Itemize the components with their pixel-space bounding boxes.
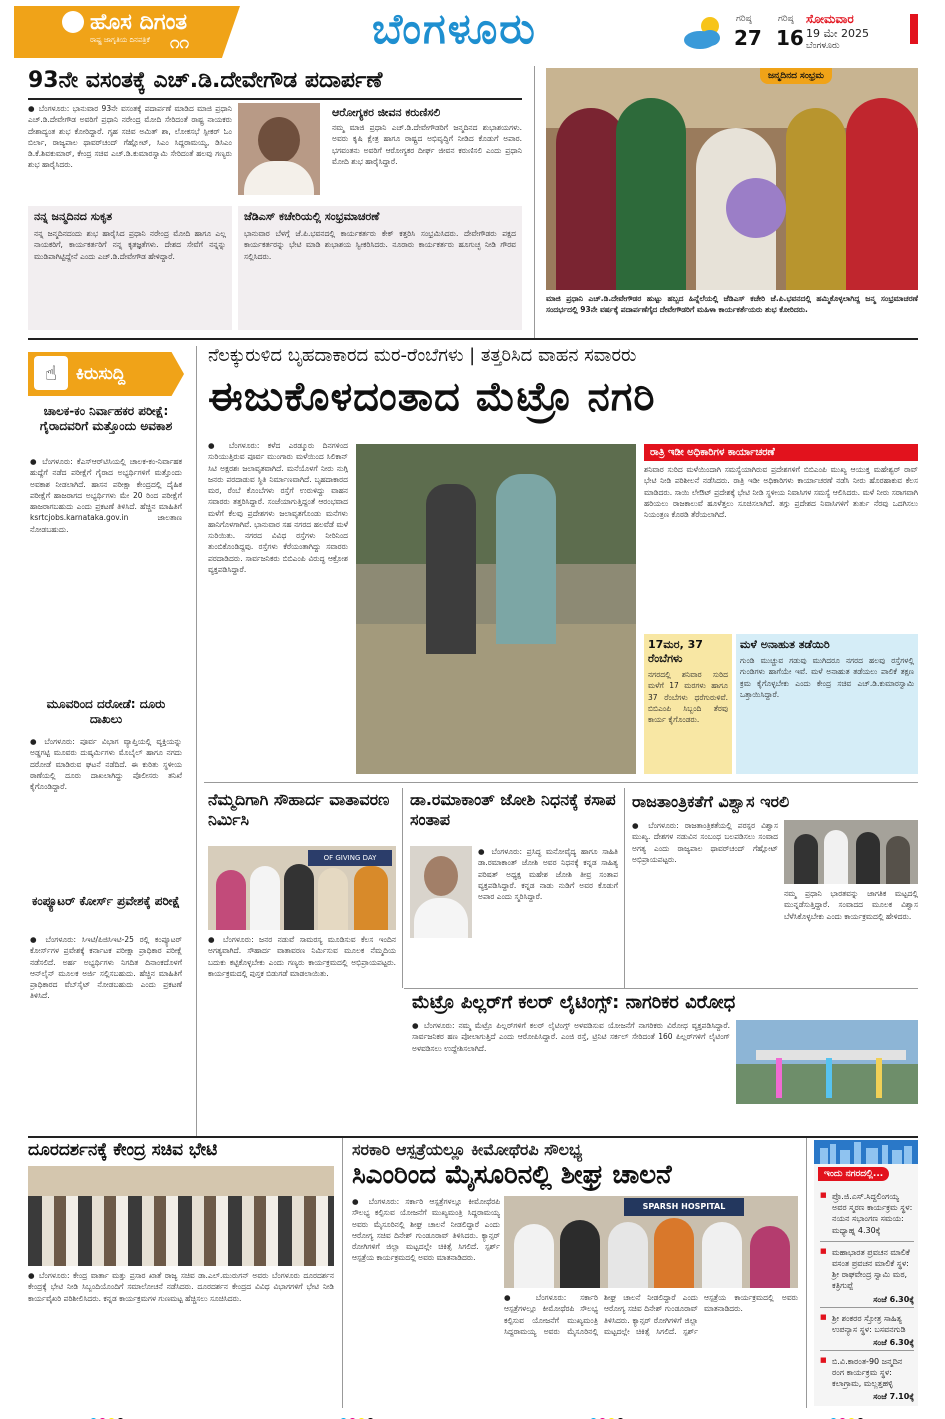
list-item: [820, 1188, 914, 1239]
sub2-title: ನನ್ನ ಜನ್ಮದಿನದ ಸುಕೃತ: [34, 210, 113, 223]
rain-alert-box: [736, 634, 918, 774]
partly-cloudy-icon: [680, 12, 728, 52]
brief-3-text: ● ಬೆಂಗಳೂರು: ಸಿಇಟಿ/ಪಿಜಿಸಿಇಟಿ-25 ರಲ್ಲಿ ಕಂಪ್ಯೂಟರ್ ಕೋರ್ಸ್‌ಗಳ ಪ್ರವೇಶಕ್ಕೆ ಕರ್ನಾಟಕ ಪರೀಕ್ಷಾ ಪ್ರಾಧಿಕಾರ ಪರೀಕ್ಷೆ ನಡೆಸಲಿದೆ. ಅರ್ಹ ಅಭ್ಯರ್ಥಿಗಳು ನಿಗದಿತ ದಿನಾಂಕದೊಳಗೆ ಆನ್‌ಲೈನ್ ಮೂಲಕ ಅರ್ಜಿ ಸಲ್ಲಿಸಬಹುದು. ಹೆಚ್ಚಿನ ಮಾಹಿತಿಗೆ ಪ್ರಾಧಿಕಾರದ ವೆಬ್‌ಸೈಟ್ ನೋಡಬಹುದು ಎಂದು ಪ್ರಕಟಣೆ ತಿಳಿಸಿದೆ.: [30, 935, 182, 1001]
hospital-event-photo: [504, 1196, 798, 1288]
date: 19 ಮೇ 2025: [806, 27, 870, 40]
rain-alert-text: ಗುಂಡಿ ಮುಚ್ಚುವ ಗಡುವು ಮುಗಿದರೂ ನಗರದ ಹಲವು ರಸ್ತೆಗಳಲ್ಲಿ ಗುಂಡಿಗಳು ಹಾಗೆಯೇ ಇವೆ. ಮಳೆ ಅನಾಹುತ ತಡೆಯಲು ಪಾಲಿಕೆ ತಕ್ಷಣ ಕ್ರಮ ಕೈಗೊಳ್ಳಬೇಕು ಎಂದು ಕೇಂದ್ರ ಸಚಿವ ಎಚ್.ಡಿ.ಕುಮಾರಸ್ವಾಮಿ ಒತ್ತಾಯಿಸಿದ್ದಾರೆ.: [740, 656, 914, 699]
sub3-text: ಭಾನುವಾರ ಬೆಳಗ್ಗೆ ಜೆ.ಪಿ.ಭವನದಲ್ಲಿ ಕಾರ್ಯಕರ್ತರು ಕೇಕ್ ಕತ್ತರಿಸಿ ಸಂಭ್ರಮಿಸಿದರು. ದೇವೇಗೌಡರು ಪಕ್ಷದ ಕಾರ್ಯಕರ್ತರನ್ನು ಭೇಟಿ ಮಾಡಿ ಶುಭಾಶಯ ಸ್ವೀಕರಿಸಿದರು. ನೂರಾರು ಕಾರ್ಯಕರ್ತರು ಹೂಗುಚ್ಛ ನೀಡಿ ಗೌರವ ಸಲ್ಲಿಸಿದರು.: [244, 229, 516, 261]
print-registration-marks: [0, 1408, 945, 1419]
rajatantra-text-2: ನಮ್ಮ ಪ್ರಧಾನಿ ಭಾರತವನ್ನು ಜಾಗತಿಕ ಮಟ್ಟದಲ್ಲಿ ಮುನ್ನಡೆಸುತ್ತಿದ್ದಾರೆ. ಸಂವಾದದ ಮೂಲಕ ವಿಶ್ವಾಸ ಬೆಳೆಸಿಕೊಳ್ಳಬೇಕು ಎಂದು ಕಾರ್ಯಕ್ರಮದಲ್ಲಿ ಹೇಳಿದರು.: [784, 889, 918, 921]
doordarshan-text: ● ಬೆಂಗಳೂರು: ಕೇಂದ್ರ ವಾರ್ತಾ ಮತ್ತು ಪ್ರಸಾರ ಖಾತೆ ರಾಜ್ಯ ಸಚಿವ ಡಾ.ಎಲ್.ಮುರುಗನ್ ಅವರು ಬೆಂಗಳೂರು ದೂರದರ್ಶನ ಕೇಂದ್ರಕ್ಕೆ ಭೇಟಿ ನೀಡಿ ಸಿಬ್ಬಂದಿಯೊಂದಿಗೆ ಸಮಾಲೋಚನೆ ನಡೆಸಿದರು. ದೂರದರ್ಶನ ಕೇಂದ್ರದ ವಿವಿಧ ವಿಭಾಗಗಳಿಗೆ ಭೇಟಿ ನೀಡಿ ಕಾರ್ಯವೈಖರಿ ಪರಿಶೀಲಿಸಿದರು. ಕನ್ನಡ ಕಾರ್ಯಕ್ರಮಗಳ ಗುಣಮಟ್ಟ ಹೆಚ್ಚಿಸಲು ಸೂಚಿಸಿದರು.: [28, 1271, 334, 1303]
dateline-city: ಬೆಂಗಳೂರು: [806, 41, 840, 51]
hospital-sign: SPARSH HOSPITAL: [624, 1198, 744, 1216]
souharda-headline: ನೆಮ್ಮದಿಗಾಗಿ ಸೌಹಾರ್ದ ವಾತಾವರಣ ನಿರ್ಮಿಸಿ: [208, 790, 390, 829]
brief-1-text: ● ಬೆಂಗಳೂರು: ಕೆಎಸ್ಆರ್‌ಟಿಸಿಯಲ್ಲಿ ಚಾಲಕ-ಕಂ-ನಿರ್ವಾಹಕ ಹುದ್ದೆಗೆ ನಡೆದ ಪರೀಕ್ಷೆಗೆ ಗೈರಾದ ಅಭ್ಯರ್ಥಿಗಳಿಗೆ ಮತ್ತೊಂದು ಅವಕಾಶ ನೀಡಲಾಗಿದೆ. ಹಾಸನ ಪರೀಕ್ಷಾ ಕೇಂದ್ರದಲ್ಲಿ ದೈಹಿಕ ಪರೀಕ್ಷೆಗೆ ಹಾಜರಾಗದ ಅಭ್ಯರ್ಥಿಗಳು ಮೇ 20 ರಿಂದ ಪರೀಕ್ಷೆಗೆ ಹಾಜರಾಗಬಹುದು ಎಂದು ಪ್ರಕಟಣೆ ತಿಳಿಸಿದೆ. ಹೆಚ್ಚಿನ ಮಾಹಿತಿಗೆ ksrtcjobs.karnataka.gov.in ಜಾಲತಾಣ ನೋಡಬಹುದು.: [30, 457, 182, 534]
divider: [404, 988, 918, 989]
color-dots: [90, 1410, 126, 1419]
accent-bar: [910, 14, 918, 44]
column-divider: [624, 788, 625, 988]
metro-headline: ಈಜುಕೊಳದಂತಾದ ಮೆಟ್ರೊ ನಗರಿ: [208, 374, 656, 420]
min-temp: 16: [776, 26, 804, 50]
book-release-photo: [208, 846, 396, 930]
tree-count-box: [644, 634, 732, 774]
joshi-headline: ಡಾ.ರಮಾಕಾಂತ್ ಜೋಶಿ ನಿಧನಕ್ಕೆ ಕಸಾಪ ಸಂತಾಪ: [410, 790, 616, 829]
chemo-text-cont: ● ಬೆಂಗಳೂರು: ಸರ್ಕಾರಿ ಆಸ್ಪತ್ರೆಗಳಲ್ಲೂ ಕೀಮೋಥೆರಪಿ ಸೌಲಭ್ಯ ಕಲ್ಪಿಸುವ ಯೋಜನೆಗೆ ಮುಖ್ಯಮಂತ್ರಿ ಸಿದ್ದರಾಮಯ್ಯ ಅವರು ಮೈಸೂರಿನಲ್ಲಿ ಶೀಘ್ರ ಚಾಲನೆ ನೀಡಲಿದ್ದಾರೆ ಎಂದು ಆರೋಗ್ಯ ಸಚಿವ ದಿನೇಶ್ ಗುಂಡೂರಾವ್ ತಿಳಿಸಿದರು. ಕ್ಯಾನ್ಸರ್ ರೋಗಿಗಳಿಗೆ ಜಿಲ್ಲಾ ಮಟ್ಟದಲ್ಲೇ ಚಿಕಿತ್ಸೆ ಸಿಗಲಿದೆ. ಸ್ಪರ್ಶ್ ಆಸ್ಪತ್ರೆಯ ಕಾರ್ಯಕ್ರಮದಲ್ಲಿ ಅವರು ಮಾತನಾಡಿದರು.: [504, 1293, 798, 1336]
event-time: ಸಂಜೆ 6.30ಕ್ಕೆ: [873, 1294, 914, 1304]
divider: [28, 1136, 918, 1138]
kirusuddi-label: ಕಿರುಸುದ್ದಿ: [76, 364, 126, 384]
event-banner: OF GIVING DAY: [308, 850, 392, 866]
sub2-text: ನನ್ನ ಜನ್ಮದಿನದಂದು ಶುಭ ಹಾರೈಸಿದ ಪ್ರಧಾನಿ ನರೇಂದ್ರ ಮೋದಿ ಹಾಗೂ ಎಲ್ಲ ನಾಯಕರಿಗೆ, ಕಾರ್ಯಕರ್ತರಿಗೆ ನನ್ನ ಕೃತಜ್ಞತೆಗಳು. ದೇಶದ ಸೇವೆಗೆ ನನ್ನನ್ನು ಮುಡಿಪಾಗಿಟ್ಟಿದ್ದೇನೆ ಎಂದು ಎಚ್.ಡಿ.ದೇವೇಗೌಡ ಹೇಳಿದ್ದಾರೆ.: [34, 229, 226, 261]
event-time: ಸಂಜೆ 7.10ಕ್ಕೆ: [873, 1392, 914, 1402]
sub3-box: [238, 206, 522, 330]
pillar-text: ● ಬೆಂಗಳೂರು: ನಮ್ಮ ಮೆಟ್ರೊ ಪಿಲ್ಲರ್‌ಗಳಿಗೆ ಕಲರ್ ಲೈಟಿಂಗ್ಸ್ ಅಳವಡಿಸುವ ಯೋಜನೆಗೆ ನಾಗರಿಕರು ವಿರೋಧ ವ್ಯಕ್ತಪಡಿಸಿದ್ದಾರೆ. ಸಾರ್ವಜನಿಕರ ಹಣ ಪೋಲಾಗುತ್ತಿದೆ ಎಂದು ಆರೋಪಿಸಿದ್ದಾರೆ. ಎಂಜಿ ರಸ್ತೆ, ಟ್ರಿನಿಟಿ ಸರ್ಕಲ್ ಸೇರಿದಂತೆ 160 ಪಿಲ್ಲರ್‌ಗಳಿಗೆ ಲೈಟಿಂಗ್ ಅಳವಡಿಸಲು ಉದ್ದೇಶಿಸಲಾಗಿದೆ.: [412, 1021, 730, 1053]
rain-alert-title: ಮಳೆ ಅನಾಹುತ ತಡೆಯಿರಿ: [740, 638, 830, 651]
chemo-kicker: ಸರಕಾರಿ ಆಸ್ಪತ್ರೆಯಲ್ಲೂ ಕೀಮೋಥೆರಪಿ ಸೌಲಭ್ಯ: [352, 1140, 583, 1159]
tree-count-title: 17ಮರ, 37 ರೆಂಬೆಗಳು: [648, 638, 703, 665]
column-divider: [196, 346, 197, 1136]
color-dots: [830, 1410, 866, 1419]
max-temp-label: ಗರಿಷ್ಠ: [736, 14, 752, 24]
sub2-box: [28, 206, 232, 330]
logo-emblem-icon: [62, 11, 84, 33]
sub1-title: ಆರೋಗ್ಯಕರ ಜೀವನ ಕರುಣಿಸಲಿ: [332, 106, 441, 119]
chemo-headline: ಸಿಎಂರಿಂದ ಮೈಸೂರಿನಲ್ಲಿ ಶೀಘ್ರ ಚಾಲನೆ: [352, 1160, 672, 1190]
column-divider: [402, 788, 403, 988]
joshi-photo: [410, 846, 472, 938]
flooded-street-photo: [356, 444, 636, 774]
photo-caption: ಮಾಜಿ ಪ್ರಧಾನಿ ಎಚ್.ಡಿ.ದೇವೇಗೌಡರ ಹುಟ್ಟು ಹಬ್ಬದ ಹಿನ್ನೆಲೆಯಲ್ಲಿ ಜೆಡಿಎಸ್ ಕಚೇರಿ ಜೆ.ಪಿ.ಭವನದಲ್ಲಿ ಹಮ್ಮಿಕೊಳ್ಳಲಾಗಿದ್ದ ಜನ್ಮ ಸಂಭ್ರಮಾಚರಣೆ ಸಂದರ್ಭದಲ್ಲಿ 93ನೇ ವರ್ಷಕ್ಕೆ ಪದಾರ್ಪಣೆಗೈದ ದೇವೇಗೌಡರಿಗೆ ಮಹಿಳಾ ಕಾರ್ಯಕರ್ತೆಯರು ಶುಭ ಕೋರಿದರು.: [546, 294, 918, 315]
story-93-headline: 93ನೇ ವಸಂತಕ್ಕೆ ಎಚ್.ಡಿ.ದೇವೇಗೌಡ ಪದಾರ್ಪಣೆ: [28, 68, 383, 93]
pillar-headline: ಮೆಟ್ರೊ ಪಿಲ್ಲರ್‌ಗೆ ಕಲರ್ ಲೈಟಿಂಗ್ಸ್: ನಾಗರಿಕರ ವಿರೋಧ: [412, 992, 736, 1013]
brief-1-title: ಚಾಲಕ-ಕಂ ನಿರ್ವಾಹಕರ ಪರೀಕ್ಷೆ: ಗೈರಾದವರಿಗೆ ಮತ್ತೊಂದು ಅವಕಾಶ: [39, 404, 173, 433]
rajatantra-text: ● ಬೆಂಗಳೂರು: ರಾಜತಾಂತ್ರಿಕತೆಯಲ್ಲಿ ಪರಸ್ಪರ ವಿಶ್ವಾಸ ಮುಖ್ಯ. ದೇಶಗಳ ನಡುವಿನ ಸಂಬಂಧ ಬಲಪಡಿಸಲು ಸಂವಾದ ಅಗತ್ಯ ಎಂದು ರಾಜ್ಯಪಾಲ ಥಾವರ್‌ಚಂದ್ ಗೆಹ್ಲೋಟ್ ಅಭಿಪ್ರಾಯಪಟ್ಟರು.: [632, 821, 778, 864]
pointing-hand-icon: ☝: [34, 356, 68, 390]
date-box: [806, 12, 869, 51]
divider: [820, 1241, 914, 1242]
event-text: ಪ್ರೊ.ಜಿ.ಎಸ್.ಸಿದ್ದಲಿಂಗಯ್ಯ ಅವರ ಸ್ಮರಣ ಕಾರ್ಯಕ್ರಮ ಸ್ಥಳ: ನಯನ ಸಭಾಂಗಣ ಸಮಯ: ಮಧ್ಯಾಹ್ನ 4.30ಕ್ಕೆ: [832, 1192, 913, 1235]
metro-pillar-photo: [736, 1020, 918, 1104]
tree-count-text: ನಗರದಲ್ಲಿ ಶನಿವಾರ ಸುರಿದ ಮಳೆಗೆ 17 ಮರಗಳು ಹಾಗೂ 37 ರೆಂಬೆಗಳು ಧರೆಗುರುಳಿವೆ. ಬಿಬಿಎಂಪಿ ಸಿಬ್ಬಂದಿ ತೆರವು ಕಾರ್ಯ ಕೈಗೊಂಡರು.: [648, 670, 728, 724]
today-label: ಇಂದು ನಗರದಲ್ಲಿ...: [818, 1167, 889, 1181]
photo-badge: ಜನ್ಮದಿನದ ಸಂಭ್ರಮ: [760, 68, 832, 84]
divider: [28, 338, 918, 340]
doordarshan-headline: ದೂರದರ್ಶನಕ್ಕೆ ಕೇಂದ್ರ ಸಚಿವ ಭೇಟಿ: [28, 1140, 218, 1160]
weekday: ಸೋಮವಾರ: [806, 12, 854, 26]
city-title: ಬೆಂಗಳೂರು: [372, 4, 537, 53]
metro-col1: ● ಬೆಂಗಳೂರು: ಕಳೆದ ಎರಡ್ಮೂರು ದಿನಗಳಿಂದ ಸುರಿಯುತ್ತಿರುವ ಪೂರ್ವ ಮುಂಗಾರು ಮಳೆಯಿಂದ ಸಿಲಿಕಾನ್ ಸಿಟಿ ಅಕ್ಷರಶಃ ಜಲಾವೃತವಾಗಿದೆ. ಮನೆಯೊಳಗೆ ನೀರು ನುಗ್ಗಿ ಜನರು ಪರದಾಡುವ ಸ್ಥಿತಿ ನಿರ್ಮಾಣವಾಗಿದೆ. ಬೃಹದಾಕಾರದ ಮರ, ರೆಂಬೆ ಕೊಂಬೆಗಳು ರಸ್ತೆಗೆ ಉರುಳಿದ್ದು ವಾಹನ ಸವಾರರು ತತ್ತರಿಸಿದ್ದಾರೆ. ಸಂಜೆಯಾಗುತ್ತಿದ್ದಂತೆ ಆರಂಭವಾದ ಮಳೆಗೆ ಕೆಲವು ಪ್ರದೇಶಗಳು ಜಲಾವೃತಗೊಂಡು ಮನೆಗಳು ಹಾನಿಗೊಳಗಾಗಿವೆ. ಭಾನುವಾರ ಸಹ ನಗರದ ಹಲವೆಡೆ ಮಳೆ ಸುರಿಯಿತು. ನಗರದ ವಿವಿಧ ರಸ್ತೆಗಳು ನೀರಿನಿಂದ ತುಂಬಿಕೊಂಡಿದ್ದವು. ರಸ್ತೆಗಳು ಕೆರೆಯಂತಾಗಿದ್ದು ಸವಾರರು ಪರದಾಡಿದರು. ಸಾರ್ವಜನಿಕರು ಬಿಬಿಎಂಪಿ ವಿರುದ್ಧ ಆಕ್ರೋಶ ವ್ಯಕ್ತಪಡಿಸಿದ್ದಾರೆ.: [208, 441, 348, 574]
governor-event-photo: [784, 820, 918, 884]
brief-3-title: ಕಂಪ್ಯೂಟರ್ ಕೋರ್ಸ್ ಪ್ರವೇಶಕ್ಕೆ ಪರೀಕ್ಷೆ: [31, 894, 181, 908]
divider: [28, 98, 522, 100]
newspaper-logo: ಹೊಸ ದಿಗಂತ: [90, 10, 188, 35]
divider: [204, 782, 918, 783]
metro-kicker: ನೆಲಕ್ಕುರುಳಿದ ಬೃಹದಾಕಾರದ ಮರ-ರೆಂಬೆಗಳು | ತತ್ತರಿಸಿದ ವಾಹನ ಸವಾರರು: [208, 345, 637, 366]
brief-2-text: ● ಬೆಂಗಳೂರು: ಪೂರ್ವ ವಿಭಾಗ ವ್ಯಾಪ್ತಿಯಲ್ಲಿ ವ್ಯಕ್ತಿಯನ್ನು ಅಡ್ಡಗಟ್ಟಿ ಮೂವರು ದುಷ್ಕರ್ಮಿಗಳು ಮೊಬೈಲ್ ಹಾಗೂ ನಗದು ದರೋಡೆ ಮಾಡಿರುವ ಘಟನೆ ನಡೆದಿದೆ. ಈ ಕುರಿತು ಸ್ಥಳೀಯ ಠಾಣೆಯಲ್ಲಿ ದೂರು ದಾಖಲಾಗಿದ್ದು ಪೊಲೀಸರು ತನಿಖೆ ಕೈಗೊಂಡಿದ್ದಾರೆ.: [30, 737, 182, 791]
metro-col3: ಶನಿವಾರ ಸುರಿದ ಮಳೆಯಿಂದಾಗಿ ಸಮಸ್ಯೆಯಾಗಿರುವ ಪ್ರದೇಶಗಳಿಗೆ ಬಿಬಿಎಂಪಿ ಮುಖ್ಯ ಆಯುಕ್ತ ಮಹೇಶ್ವರ್ ರಾವ್ ಭೇಟಿ ನೀಡಿ ಪರಿಶೀಲನೆ ನಡೆಸಿದರು. ರಾತ್ರಿ ಇಡೀ ಅಧಿಕಾರಿಗಳು ಕಾರ್ಯಾಚರಣೆ ನಡೆಸಿ ನೀರು ಹೊರಹಾಕುವ ಕೆಲಸ ಮಾಡಿದರು. ಸಾಯಿ ಲೇಔಟ್ ಪ್ರದೇಶಕ್ಕೆ ಭೇಟಿ ನೀಡಿ ಸ್ಥಳೀಯ ನಿವಾಸಿಗಳ ಸಮಸ್ಯೆ ಆಲಿಸಿದರು. ಮಳೆ ನೀರು ಸರಾಗವಾಗಿ ಹರಿಯಲು ರಾಜಕಾಲುವೆ ಹೂಳೆತ್ತಲು ಸೂಚಿಸಲಾಗಿದೆ. ತಗ್ಗು ಪ್ರದೇಶದ ನಿವಾಸಿಗಳಿಗೆ ತುರ್ತು ನೆರವು ಒದಗಿಸಲು ನಿಯಂತ್ರಣ ಕೊಠಡಿ ತೆರೆಯಲಾಗಿದೆ.: [644, 465, 918, 519]
min-temp-label: ಗರಿಷ್ಠ: [778, 14, 794, 24]
color-dots: [590, 1410, 626, 1419]
event-text: ಬಿ.ವಿ.ಕಾರಂತ-90 ಜನ್ಮದಿನ ರಂಗ ಕಾರ್ಯಕ್ರಮ ಸ್ಥಳ: ಕಲಾಗ್ರಾಮ, ಮಲ್ಲತ್ತಹಳ್ಳಿ: [832, 1356, 903, 1389]
max-temp: 27: [734, 26, 762, 50]
list-item: [820, 1244, 914, 1295]
today-in-city-box: [814, 1140, 918, 1406]
chemo-text: ● ಬೆಂಗಳೂರು: ಸರ್ಕಾರಿ ಆಸ್ಪತ್ರೆಗಳಲ್ಲೂ ಕೀಮೋಥೆರಪಿ ಸೌಲಭ್ಯ ಕಲ್ಪಿಸುವ ಯೋಜನೆಗೆ ಮುಖ್ಯಮಂತ್ರಿ ಸಿದ್ದರಾಮಯ್ಯ ಅವರು ಮೈಸೂರಿನಲ್ಲಿ ಶೀಘ್ರ ಚಾಲನೆ ನೀಡಲಿದ್ದಾರೆ ಎಂದು ಆರೋಗ್ಯ ಸಚಿವ ದಿನೇಶ್ ಗುಂಡೂರಾವ್ ತಿಳಿಸಿದರು. ಕ್ಯಾನ್ಸರ್ ರೋಗಿಗಳಿಗೆ ಜಿಲ್ಲಾ ಮಟ್ಟದಲ್ಲೇ ಚಿಕಿತ್ಸೆ ಸಿಗಲಿದೆ. ಸ್ಪರ್ಶ್ ಆಸ್ಪತ್ರೆಯ ಕಾರ್ಯಕ್ರಮದಲ್ಲಿ ಅವರು ಮಾತನಾಡಿದರು.: [352, 1197, 500, 1263]
column-divider: [806, 1138, 807, 1408]
today-list: [820, 1188, 914, 1402]
list-item: [820, 1310, 914, 1338]
page-number: ೧೧: [170, 33, 190, 53]
masthead: [0, 0, 945, 62]
list-item: [820, 1353, 914, 1393]
sub3-title: ಜೆಡಿಎಸ್ ಕಚೇರಿಯಲ್ಲಿ ಸಂಭ್ರಮಾಚರಣೆ: [244, 210, 380, 223]
divider: [820, 1350, 914, 1351]
story-93-lead: ● ಬೆಂಗಳೂರು: ಭಾನುವಾರ 93ನೇ ವಸಂತಕ್ಕೆ ಪದಾರ್ಪಣೆ ಮಾಡಿದ ಮಾಜಿ ಪ್ರಧಾನಿ ಎಚ್.ಡಿ.ದೇವೇಗೌಡ ಅವರಿಗೆ ಪ್ರಧಾನಿ ನರೇಂದ್ರ ಮೋದಿ ಸೇರಿದಂತೆ ರಾಷ್ಟ್ರ ನಾಯಕರು ದೇಶಾದ್ಯಂತ ಶುಭ ಕೋರಿದ್ದಾರೆ. ಗೃಹ ಸಚಿವ ಅಮಿತ್ ಶಾ, ಲೋಕಸಭೆ ಸ್ಪೀಕರ್ ಓಂ ಬಿರ್ಲಾ, ರಾಜ್ಯಪಾಲ ಥಾವರ್‌ಚಂದ್ ಗೆಹ್ಲೋಟ್, ಸಿಎಂ ಸಿದ್ದರಾಮಯ್ಯ, ಡಿಸಿಎಂ ಡಿ.ಕೆ.ಶಿವಕುಮಾರ್, ಕೇಂದ್ರ ಸಚಿವ ಎಚ್.ಡಿ.ಕುಮಾರಸ್ವಾಮಿ ಸೇರಿದಂತೆ ಹಲವು ಗಣ್ಯರು ಶುಭ ಹಾರೈಸಿದರು.: [28, 104, 232, 170]
devegowda-photo: [238, 103, 320, 195]
joshi-text: ● ಬೆಂಗಳೂರು: ಪ್ರಸಿದ್ಧ ಮನೋವೈದ್ಯ ಹಾಗೂ ಸಾಹಿತಿ ಡಾ.ರಮಾಕಾಂತ್ ಜೋಶಿ ಅವರ ನಿಧನಕ್ಕೆ ಕನ್ನಡ ಸಾಹಿತ್ಯ ಪರಿಷತ್ ಅಧ್ಯಕ್ಷ ಮಹೇಶ ಜೋಶಿ ತೀವ್ರ ಸಂತಾಪ ವ್ಯಕ್ತಪಡಿಸಿದ್ದಾರೆ. ಕನ್ನಡ ನಾಡು ನುಡಿಗೆ ಅವರ ಕೊಡುಗೆ ಅಪಾರ ಎಂದು ಸ್ಮರಿಸಿದ್ದಾರೆ.: [478, 847, 618, 901]
city-skyline-icon: [814, 1140, 918, 1164]
divider: [820, 1307, 914, 1308]
birthday-celebration-photo: [546, 68, 918, 290]
column-divider: [534, 66, 535, 338]
event-text: ಶ್ರೀ ಶಂಕರರ ಸ್ತೋತ್ರ ಸಾಹಿತ್ಯ ಉಪನ್ಯಾಸ ಸ್ಥಳ: ಬಸವನಗುಡಿ: [832, 1313, 906, 1334]
rajatantra-headline: ರಾಜತಾಂತ್ರಿಕತೆಗೆ ವಿಶ್ವಾಸ ಇರಲಿ: [632, 792, 790, 811]
newspaper-tagline: ರಾಷ್ಟ್ರ ಜಾಗೃತಿಯ ದಿನಪತ್ರಿಕೆ: [90, 36, 150, 44]
brief-2-title: ಮೂವರಿಂದ ದರೋಡೆ: ದೂರು ದಾಖಲು: [46, 697, 166, 726]
event-text: ಮಹಾಭಾರತ ಪ್ರವಚನ ಮಾಲಿಕೆ ವಸಂತ ಪ್ರವಚನ ಮಾಲಿಕೆ ಸ್ಥಳ: ಶ್ರೀ ರಾಘವೇಂದ್ರ ಸ್ವಾಮಿ ಮಠ, ಕತ್ರಿಗುಪ್ಪೆ: [832, 1247, 910, 1291]
column-divider: [342, 1138, 343, 1408]
sub1-text: ನಮ್ಮ ಮಾಜಿ ಪ್ರಧಾನಿ ಎಚ್.ಡಿ.ದೇವೇಗೌಡರಿಗೆ ಜನ್ಮದಿನದ ಶುಭಾಶಯಗಳು. ಅವರು ಕೃಷಿ ಕ್ಷೇತ್ರ ಹಾಗೂ ರಾಷ್ಟ್ರದ ಅಭಿವೃದ್ಧಿಗೆ ನೀಡಿದ ಕೊಡುಗೆ ಅಪಾರ. ಭಗವಂತನು ಅವರಿಗೆ ಆರೋಗ್ಯಕರ ದೀರ್ಘ ಜೀವನ ಕರುಣಿಸಲಿ ಎಂದು ಪ್ರಧಾನಿ ಮೋದಿ ಶುಭ ಹಾರೈಸಿದ್ದಾರೆ.: [332, 123, 522, 166]
doordarshan-group-photo: [28, 1166, 334, 1266]
metro-red-strip: ರಾತ್ರಿ ಇಡೀ ಅಧಿಕಾರಿಗಳ ಕಾರ್ಯಾಚರಣೆ: [644, 444, 918, 461]
souharda-text: ● ಬೆಂಗಳೂರು: ಜನರ ನಡುವೆ ಸಾಮರಸ್ಯ ಮೂಡಿಸುವ ಕೆಲಸ ಇಂದಿನ ಅಗತ್ಯವಾಗಿದೆ. ಸೌಹಾರ್ದ ವಾತಾವರಣ ನಿರ್ಮಿಸುವ ಮೂಲಕ ನೆಮ್ಮದಿಯ ಬದುಕು ಕಟ್ಟಿಕೊಳ್ಳಬೇಕು ಎಂದು ಗಣ್ಯರು ಕಾರ್ಯಕ್ರಮದಲ್ಲಿ ಅಭಿಪ್ರಾಯಪಟ್ಟರು. ಕಾರ್ಯಕ್ರಮದಲ್ಲಿ ಪುಸ್ತಕ ಬಿಡುಗಡೆ ಮಾಡಲಾಯಿತು.: [208, 935, 396, 978]
color-dots: [340, 1410, 376, 1419]
event-time: ಸಂಜೆ 6.30ಕ್ಕೆ: [873, 1337, 914, 1347]
